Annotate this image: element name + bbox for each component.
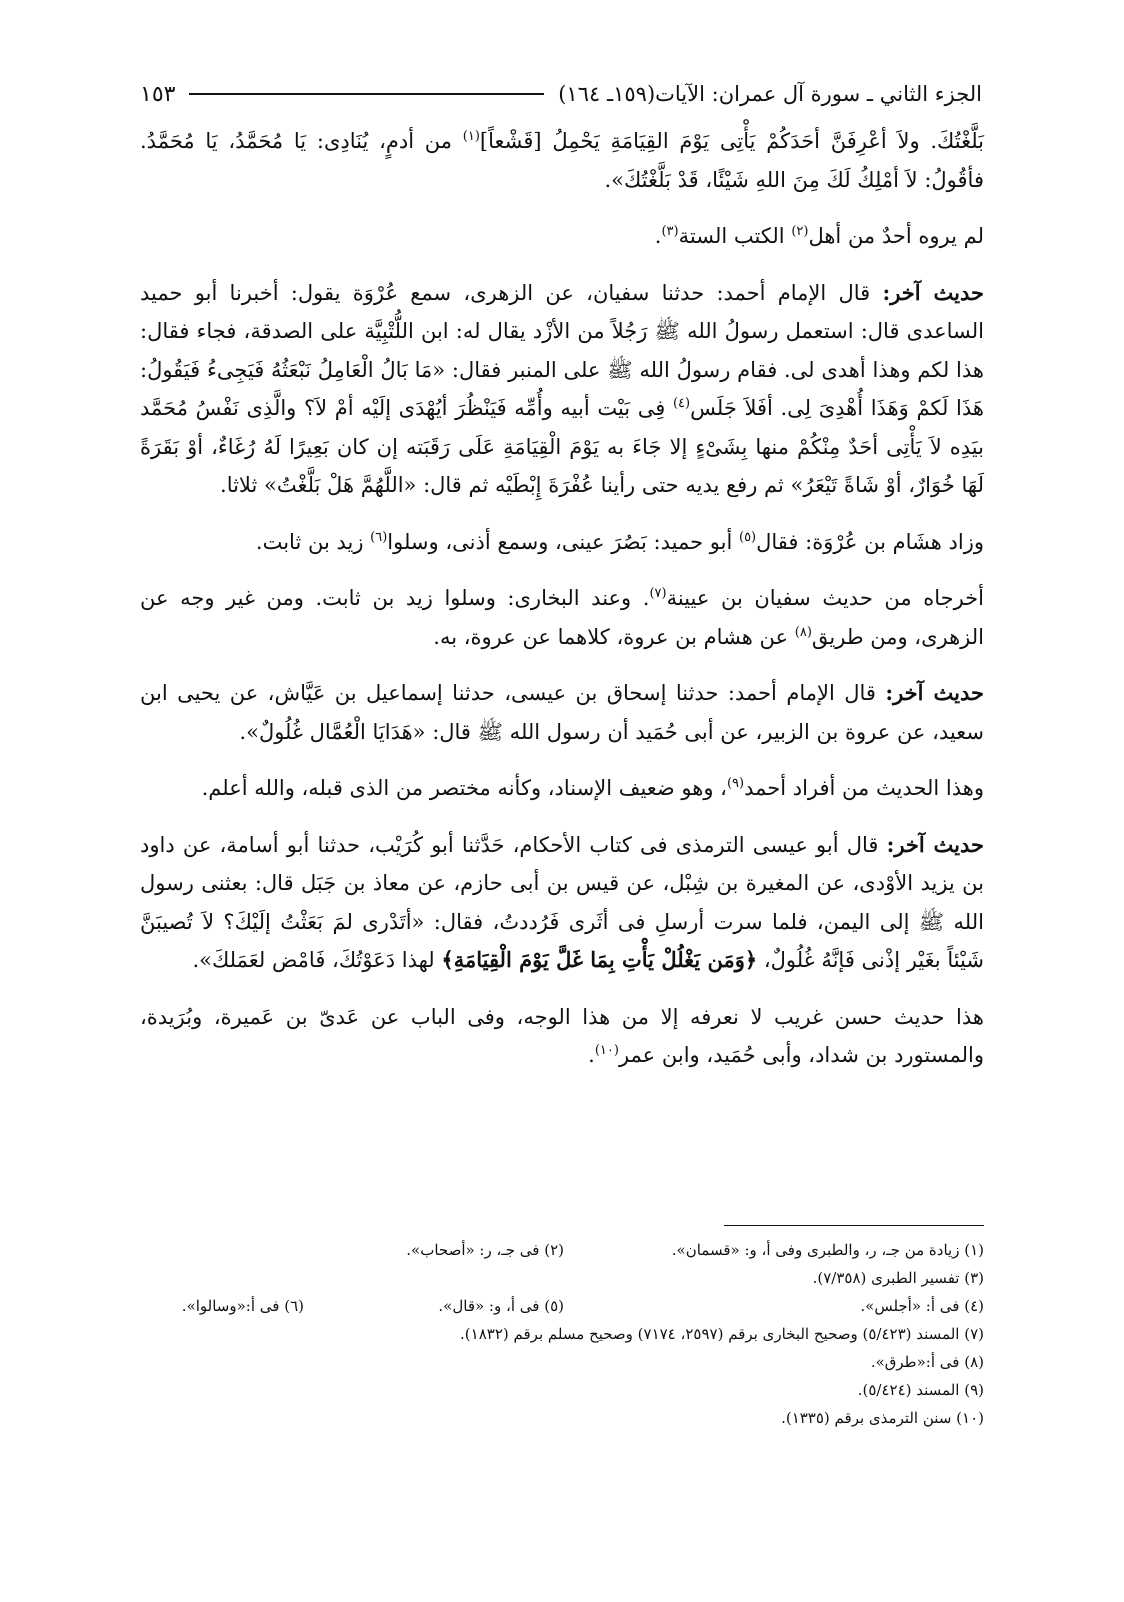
text-run: وزاد هشَام بن عُرْوَة: فقال: [756, 529, 984, 554]
paragraph-1: [140, 122, 984, 199]
paragraph-7: [140, 769, 984, 808]
footnote-6: (٦) فى أ:«وسالوا».: [181, 1297, 304, 1315]
section-lead: حديث آخر:: [885, 680, 984, 705]
footnote-5: (٥) فى أ، و: «قال».: [438, 1297, 564, 1315]
text-run: قال الإمام أحمد: حدثنا سفيان، عن الزهرى، سمع عُرْوَة يقول: أخبرنا أبو حميد الساعدى قال: استعمل رسولُ الله ﷺ رَجُلاً من الأزْد يقال له: ابن اللُّتْبِيَّة على الصدقة، فجاء فقال: هذا لكم وهذا أهدى لى. فقام رسولُ الله ﷺ على المنبر فقال: «مَا بَالُ الْعَامِلُ نَبْعَثُهُ فَيَجِىءُ فَيَقُولُ: هَذَا لَكمْ وَهَذَا أُهْدِىَ لِى. أفَلاَ جَلَس: [140, 280, 984, 420]
footnote-ref: (٤): [672, 396, 691, 411]
paragraph-6: [140, 674, 984, 751]
text-run: لم يروه أحدٌ من أهل: [808, 224, 984, 248]
footnote-row: [140, 1292, 984, 1320]
footnote-2: (٢) فى جـ، ر: «أصحاب».: [406, 1241, 564, 1259]
paragraph-4: [140, 523, 984, 562]
header-title: الجزء الثاني ـ سورة آل عمران: الآيات(١٥٩ـ ١٦٤): [558, 82, 982, 106]
footnote-9: (٩) المسند (٥/٤٢٤).: [857, 1381, 984, 1399]
footnote-row: [140, 1348, 984, 1376]
text-run: . وعند البخارى: وسلوا زيد بن ثابت. ومن غير وجه عن الزهرى، ومن طريق: [140, 586, 984, 649]
footnote-ref: (٨): [794, 624, 812, 640]
paragraph-9: [140, 998, 984, 1075]
text-run: ، وهو ضعيف الإسناد، وكأنه مختصر من الذى قبله، والله أعلم.: [201, 776, 727, 800]
footnote-row: [140, 1264, 984, 1292]
footnotes: [140, 1236, 984, 1432]
footnote-ref: (٩): [726, 776, 745, 791]
footnote-ref: (٦): [370, 529, 388, 545]
text-run: .: [654, 224, 662, 248]
paragraph-2: [140, 217, 984, 256]
paragraph-8: [140, 826, 984, 980]
text-run: زيد بن ثابت.: [255, 529, 371, 554]
footnote-ref: (١): [462, 129, 480, 144]
text-run: أبو حميد: بَصُرَ عينى، وسمع أذنى، وسلوا: [387, 529, 739, 554]
footnote-7: (٧) المسند (٥/٤٢٣) وصحيح البخارى برقم (٢٥٩٧، ٧١٧٤) وصحيح مسلم برقم (١٨٣٢).: [460, 1325, 984, 1343]
section-lead: حديث آخر:: [886, 831, 984, 857]
text-run: .: [588, 1043, 595, 1067]
text-run: أخرجاه من حديث سفيان بن عيينة: [666, 586, 984, 610]
text-run: بَلَّغْتُكَ. ولاَ أعْرِفَنَّ أحَدَكُمْ يَأْتِى يَوْمَ القِيَامَةِ يَحْمِلُ [قَشْعاً]: [479, 129, 984, 153]
footnote-ref: (٧): [649, 586, 667, 601]
footnote-row: [140, 1320, 984, 1348]
main-text: [140, 122, 984, 1093]
footnote-1: (١) زيادة من جـ، ر، والطبرى وفى أ، و: «قسمان».: [671, 1241, 984, 1259]
text-run: عن هشام بن عروة، كلاهما عن عروة، به.: [433, 624, 795, 649]
text-run: لهذا دَعَوْتُكَ، فَامْض لعَمَلكَ».: [192, 948, 442, 972]
footnote-3: (٣) تفسير الطبرى (٧/٣٥٨).: [812, 1269, 984, 1287]
footnote-ref: (١٠): [594, 1043, 619, 1058]
footnote-row: [140, 1404, 984, 1432]
text-run: الكتب الستة: [678, 224, 792, 248]
footnote-row: [140, 1376, 984, 1404]
quran-verse: ﴿وَمَن يَغْلُلْ يَأْتِ بِمَا غَلَّ يَوْمَ الْقِيَامَةِ﴾: [441, 947, 758, 972]
footnote-4: (٤) فى أ: «أجلس».: [860, 1297, 984, 1315]
footnote-ref: (٥): [738, 529, 757, 545]
text-run: وهذا الحديث من أفراد أحمد: [744, 776, 984, 800]
footnote-10: (١٠) سنن الترمذى برقم (١٣٣٥).: [781, 1409, 984, 1427]
running-header: [140, 76, 982, 112]
text-run: هذا حديث حسن غريب لا نعرفه إلا من هذا الوجه، وفى الباب عن عَدىّ بن عَميرة، وبُرَيدة، والمستورد بن شداد، وأبى حُمَيد، وابن عمر: [140, 1004, 984, 1067]
footnote-separator: [724, 1225, 984, 1226]
footnote-8: (٨) فى أ:«طرق».: [870, 1353, 984, 1371]
footnote-row: [140, 1236, 984, 1264]
text-run: من أدمٍ، يُنَادِى: يَا مُحَمَّدُ، يَا مُحَمَّدُ. فأقُولُ: لاَ أمْلِكُ لَكَ مِنَ اللهِ شَيْئًا، قَدْ بَلَّغْتُكَ».: [140, 129, 984, 192]
text-run: قال الإمام أحمد: حدثنا إسحاق بن عيسى، حدثنا إسماعيل بن عَيَّاش، عن يحيى ابن سعيد، عن عروة بن الزبير، عن أبى حُمَيد أن رسول الله ﷺ قال: «هَدَايَا الْعُمَّال غُلُولٌ».: [140, 681, 984, 744]
text-run: فِى بَيْت أبيه وأُمِّه فَيَنْظُرَ أيُهْدَى إلَيْه أمْ لاَ؟ والَّذِى نَفْسُ مُحَمَّد بيَدِه لاَ يَأْتِى أحَدٌ مِنْكُمْ منها بِشَىْءٍ إلا جَاءَ به يَوْمَ الْقِيَامَةِ عَلَى رَقَبَته إن كان بَعِيرًا لَهُ رُغَاءٌ، أوْ بَقَرَةً لَهَا خُوَارٌ، أوْ شَاةً تَيْعَرُ» ثم رفع يديه حتى رأينا عُفْرَةَ إِبْطَيْه ثم قال: «اللَّهُمَّ هَلْ بَلَّغْتُ» ثلاثا.: [140, 396, 984, 497]
footnote-ref: (٢): [791, 224, 809, 239]
section-lead: حديث آخر:: [882, 279, 984, 305]
text-run: قال أبو عيسى الترمذى فى كتاب الأحكام، حَدَّثنا أبو كُرَيْب، حدثنا أبو أسامة، عن داود بن يزيد الأوْدى، عن المغيرة بن شِبْل، عن قيس بن أبى حازم، عن معاذ بن جَبَل قال: بعثنى رسول الله ﷺ إلى اليمن، فلما سرت أرسلِ فى أثَرى فَرُددتُ، فقال: «أتَدْرى لمَ بَعَثْتُ إلَيْكَ؟ لاَ تُصيبَنَّ شَيْئاً بغَيْر إذْنى فَإنَّهُ غُلُولٌ،: [140, 832, 984, 972]
paragraph-3: [140, 274, 984, 505]
paragraph-5: [140, 579, 984, 656]
footnote-ref: (٣): [661, 224, 679, 239]
page-number: ١٥٣: [140, 81, 176, 107]
header-rule: [189, 93, 544, 95]
